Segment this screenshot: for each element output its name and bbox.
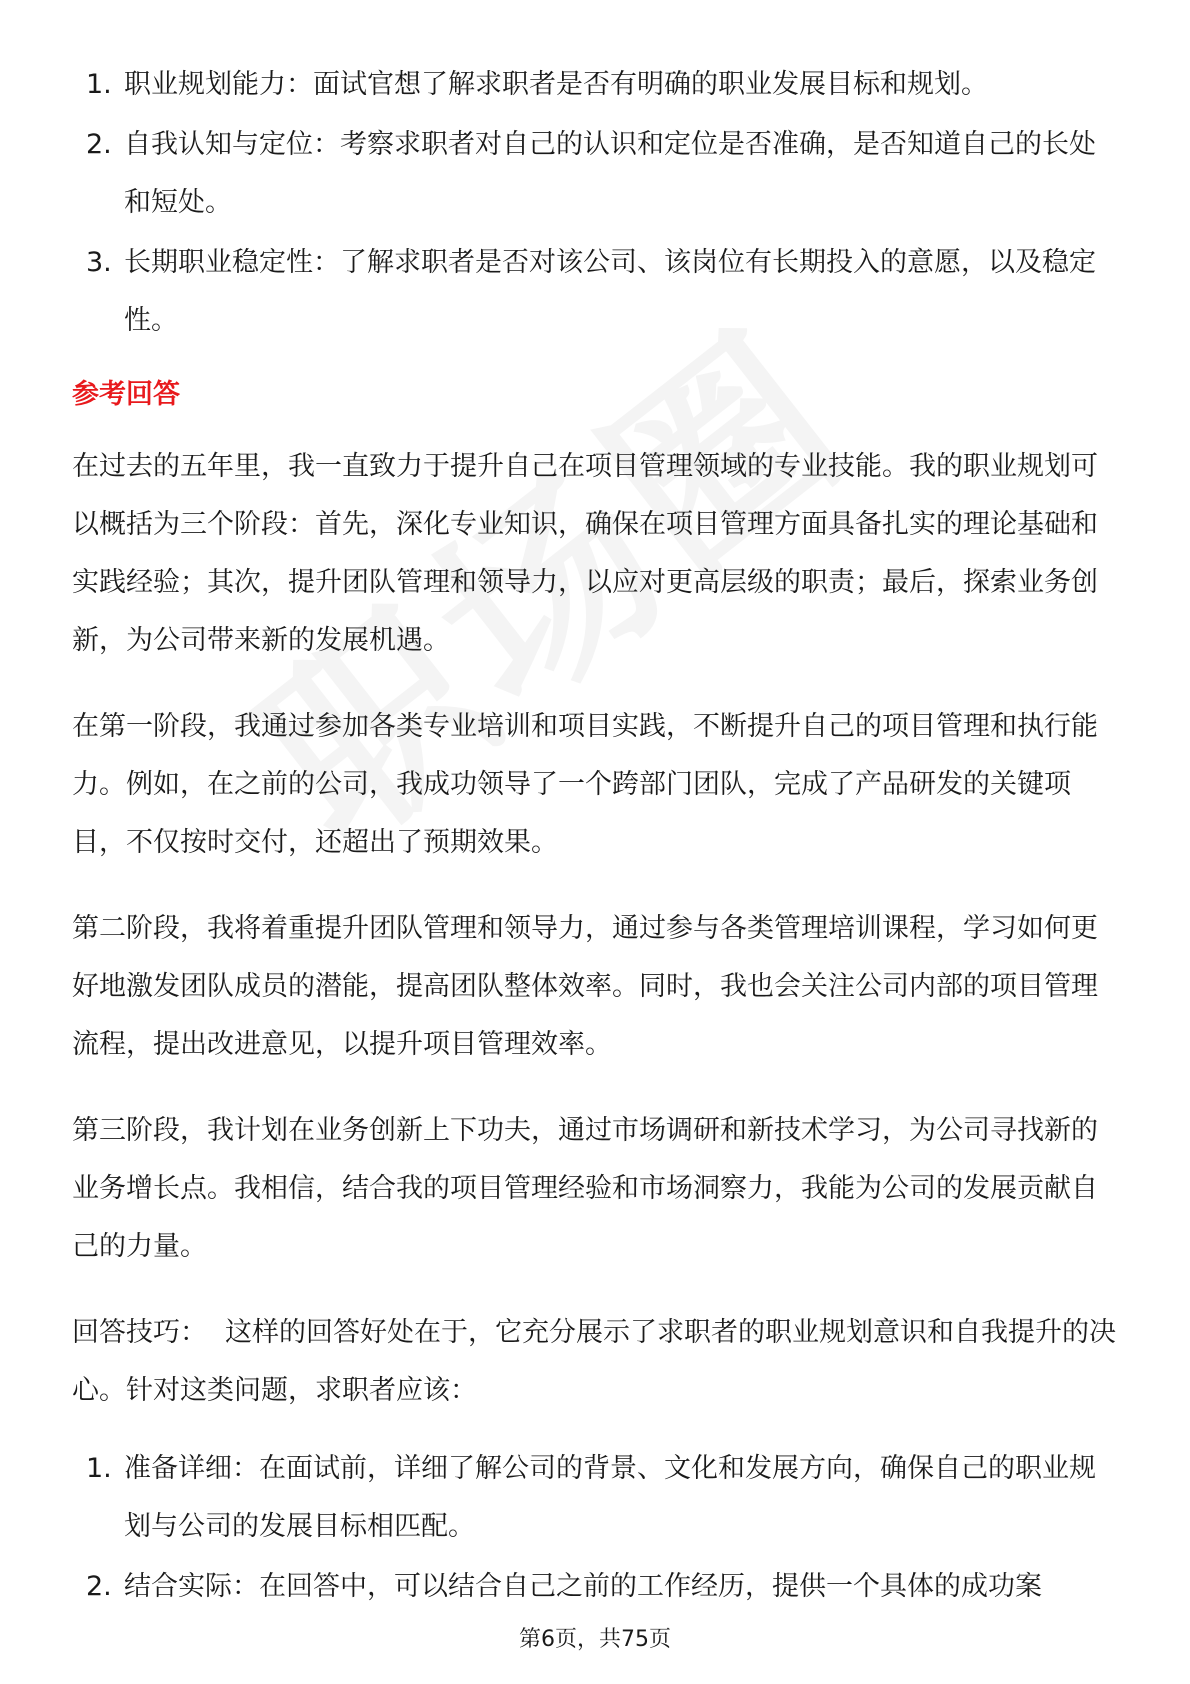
list-item-number: 1. xyxy=(86,1453,112,1484)
list-item-text: 职业规划能力：面试官想了解求职者是否有明确的职业发展目标和规划。 xyxy=(124,69,988,100)
list-item-number: 2. xyxy=(86,129,112,160)
list-item-text: 结合实际：在回答中，可以结合自己之前的工作经历，提供一个具体的成功案 xyxy=(124,1571,1042,1602)
page-content xyxy=(72,56,1122,1618)
tips-label: 回答技巧： xyxy=(72,1317,207,1348)
tips-list xyxy=(72,1440,1122,1616)
intro-list xyxy=(72,56,1122,350)
page-number-footer: 第6页，共75页 xyxy=(519,1627,671,1652)
tips-paragraph xyxy=(72,1304,1122,1420)
tips-text: 这样的回答好处在于，它充分展示了求职者的职业规划意识和自我提升的决心。针对这类问题，求职者应该： xyxy=(72,1317,1116,1406)
reference-answer-heading: 参考回答 xyxy=(72,379,180,410)
list-item xyxy=(72,116,1122,232)
list-item-number: 3. xyxy=(86,247,112,278)
list-item-number: 2. xyxy=(86,1571,112,1602)
list-item xyxy=(72,1558,1122,1616)
answer-paragraph: 在过去的五年里，我一直致力于提升自己在项目管理领域的专业技能。我的职业规划可以概括为三个阶段：首先，深化专业知识，确保在项目管理方面具备扎实的理论基础和实践经验；其次，提升团队管理和领导力，以应对更高层级的职责；最后，探索业务创新，为公司带来新的发展机遇。 xyxy=(72,451,1098,656)
list-item-text: 长期职业稳定性：了解求职者是否对该公司、该岗位有长期投入的意愿，以及稳定性。 xyxy=(124,247,1096,336)
answer-paragraph: 第三阶段，我计划在业务创新上下功夫，通过市场调研和新技术学习，为公司寻找新的业务增长点。我相信，结合我的项目管理经验和市场洞察力，我能为公司的发展贡献自己的力量。 xyxy=(72,1115,1098,1262)
list-item xyxy=(72,234,1122,350)
answer-paragraph: 在第一阶段，我通过参加各类专业培训和项目实践，不断提升自己的项目管理和执行能力。例如，在之前的公司，我成功领导了一个跨部门团队，完成了产品研发的关键项目，不仅按时交付，还超出了预期效果。 xyxy=(72,711,1098,858)
list-item-number: 1. xyxy=(86,69,112,100)
list-item-text: 自我认知与定位：考察求职者对自己的认识和定位是否准确，是否知道自己的长处和短处。 xyxy=(124,129,1096,218)
list-item-text: 准备详细：在面试前，详细了解公司的背景、文化和发展方向，确保自己的职业规划与公司的发展目标相匹配。 xyxy=(124,1453,1096,1542)
list-item xyxy=(72,56,1122,114)
list-item xyxy=(72,1440,1122,1556)
answer-paragraph: 第二阶段，我将着重提升团队管理和领导力，通过参与各类管理培训课程，学习如何更好地激发团队成员的潜能，提高团队整体效率。同时，我也会关注公司内部的项目管理流程，提出改进意见，以提升项目管理效率。 xyxy=(72,913,1098,1060)
